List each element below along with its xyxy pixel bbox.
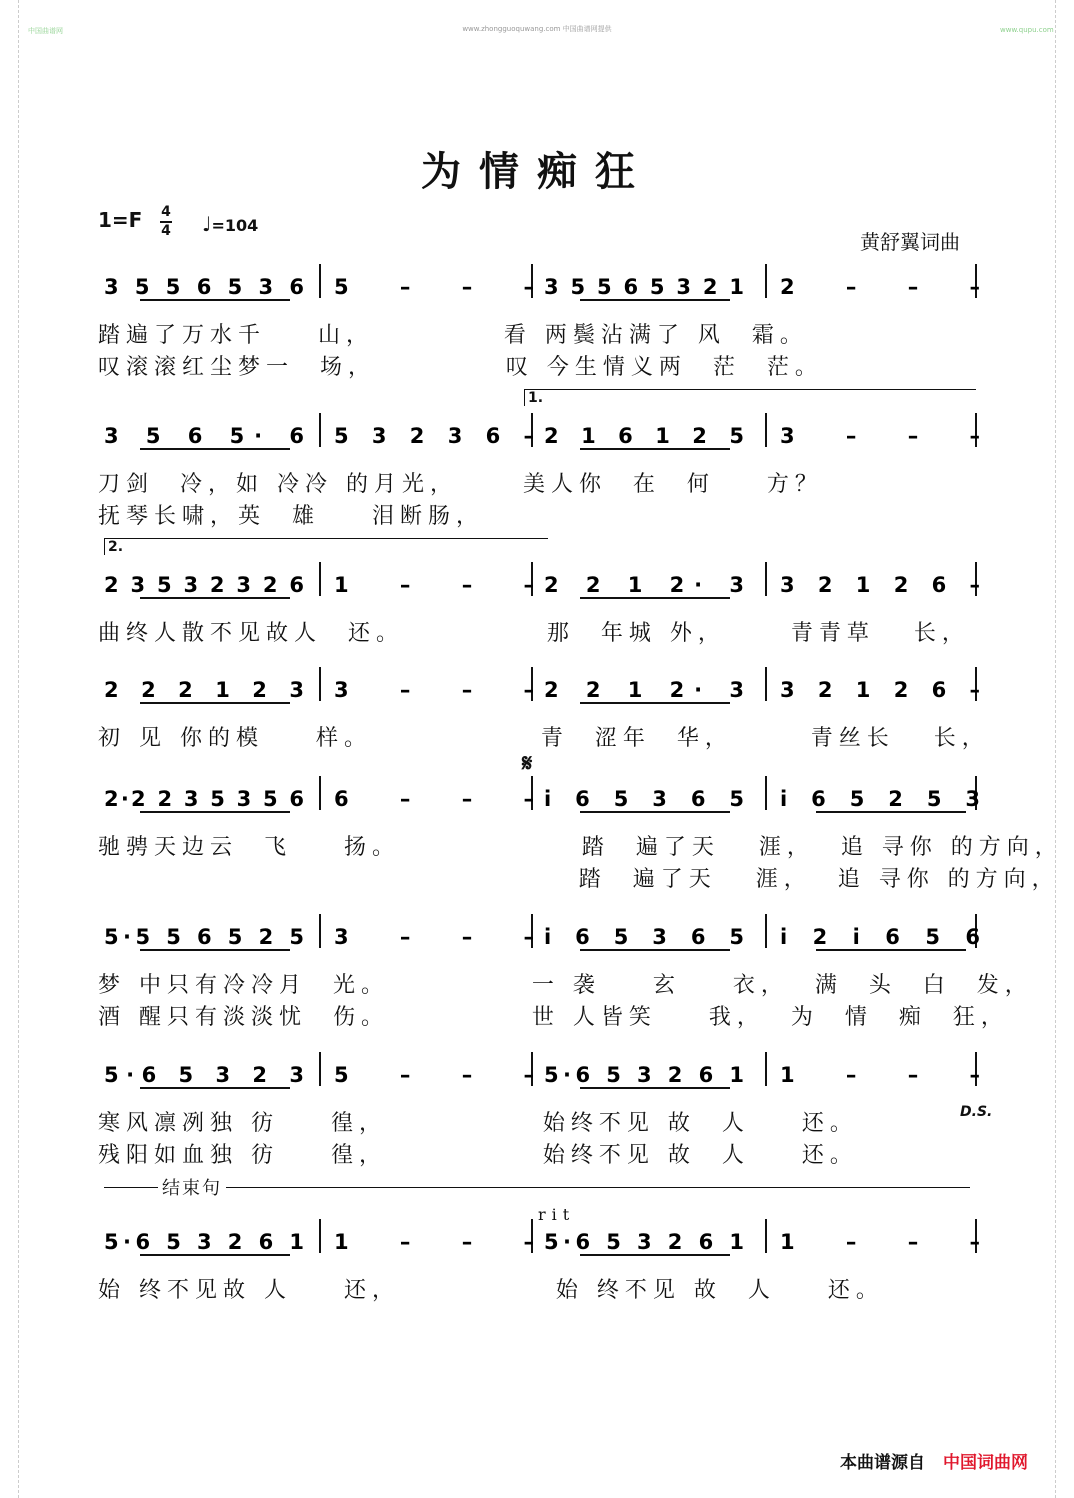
measure-notes: 5·6 5 3 2 6 1 bbox=[544, 1230, 744, 1254]
quarter-note-icon: ♩ bbox=[202, 212, 212, 236]
segno-mark: 𝄋 bbox=[522, 749, 533, 777]
measure-notes: 5·6 5 3 2 6 1 bbox=[104, 1230, 304, 1254]
lyric-line: 始 终不见故 人 还， 始 终不见 故 人 还。 bbox=[98, 1278, 884, 1303]
measure-notes: 5·6 5 3 2 6 1 bbox=[544, 1063, 744, 1087]
measure-notes: i 2 i 6 5 6 bbox=[780, 925, 980, 949]
lyric-line: 驰骋天边云 飞 扬。 踏 遍了天 涯， 追 寻你 的方向， bbox=[98, 835, 1063, 860]
measure-notes: i 6 5 3 6 5 bbox=[544, 787, 744, 811]
measure-notes: 3 – – – bbox=[780, 424, 980, 448]
rit-mark: rit bbox=[538, 1205, 576, 1224]
song-title: 为情痴狂 bbox=[421, 149, 653, 195]
measure-notes: 3 5 5 6 5 3 6 bbox=[104, 275, 304, 299]
measure-notes: 3 2 1 2 6 – bbox=[780, 573, 980, 597]
measure-notes: 2 1 6 1 2 5 bbox=[544, 424, 744, 448]
measure-notes: 2 2 1 2· 3 bbox=[544, 573, 744, 597]
measure-notes: 3 5 5 6 5 3 2 1 bbox=[544, 275, 744, 299]
key-signature: 1=F bbox=[98, 208, 143, 232]
lyric-line-2: 踏 遍了天 涯， 追 寻你 的方向， bbox=[98, 867, 1060, 892]
lyric-line-2: 抚琴长啸，英 雄 泪断肠， bbox=[98, 504, 484, 529]
measure-notes: 5 – – – bbox=[334, 275, 534, 299]
ds-mark: D.S. bbox=[960, 1104, 993, 1120]
measure-notes: 2·2 2 3 5 3 5 6 bbox=[104, 787, 304, 811]
header-left: 中国曲谱网 bbox=[28, 27, 63, 35]
measure-notes: 2 2 2 1 2 3 bbox=[104, 678, 304, 702]
measure-notes: 2 2 1 2· 3 bbox=[544, 678, 744, 702]
lyric-line: 曲终人散不见故人 还。 那 年城 外， 青青草 长， bbox=[98, 621, 970, 646]
ending-label: 结束句 bbox=[104, 1187, 970, 1214]
time-signature: 4 4 bbox=[161, 204, 171, 239]
lyric-line-2: 酒 醒只有淡淡忧 伤。 世 人皆笑 我， 为 情 痴 狂， bbox=[98, 1005, 1009, 1030]
volta-bracket: 1. bbox=[524, 389, 976, 406]
measure-notes: 3 – – – bbox=[334, 925, 534, 949]
measure-notes: 1 – – – bbox=[780, 1230, 980, 1254]
lyric-line: 刀剑 冷，如 冷冷 的月光， 美人你 在 何 方？ bbox=[98, 472, 823, 497]
lyric-line: 踏遍了万水千 山， 看 两鬓沾满了 风 霜。 bbox=[98, 323, 808, 348]
measure-notes: 1 – – – bbox=[780, 1063, 980, 1087]
measure-notes: 2 3 5 3 2 3 2 6 bbox=[104, 573, 304, 597]
measure-notes: 3 2 1 2 6 – bbox=[780, 678, 980, 702]
tempo-marking: ♩=104 bbox=[202, 212, 259, 236]
measure-notes: i 6 5 2 5 3 bbox=[780, 787, 980, 811]
measure-notes: 2 – – – bbox=[780, 275, 980, 299]
lyric-line: 初 见 你的模 样。 青 涩年 华， 青丝长 长， bbox=[98, 726, 990, 751]
measure-notes: 6 – – – bbox=[334, 787, 534, 811]
measure-notes: 1 – – – bbox=[334, 573, 534, 597]
lyric-line-2: 叹滚滚红尘梦一 场， 叹 今生情义两 茫 茫。 bbox=[98, 355, 823, 380]
lyric-line-2: 残阳如血独 彷 徨， 始终不见 故 人 还。 bbox=[98, 1143, 858, 1168]
volta-bracket: 2. bbox=[104, 538, 548, 555]
header-center: www.zhongguoquwang.com 中国曲谱网提供 bbox=[462, 25, 612, 33]
measure-notes: 5 3 2 3 6 – bbox=[334, 424, 534, 448]
footer-source: 本曲谱源自 中国词曲网 bbox=[840, 1453, 1028, 1473]
measure-notes: 5·6 5 3 2 3 bbox=[104, 1063, 304, 1087]
measure-notes: 5 – – – bbox=[334, 1063, 534, 1087]
measure-notes: 1 – – – bbox=[334, 1230, 534, 1254]
measure-notes: 3 – – – bbox=[334, 678, 534, 702]
measure-notes: i 6 5 3 6 5 bbox=[544, 925, 744, 949]
composer-credit: 黄舒翼词曲 bbox=[860, 230, 960, 254]
lyric-line: 梦 中只有冷冷月 光。 一 袭 玄 衣， 满 头 白 发， bbox=[98, 973, 1033, 998]
measure-notes: 5·5 5 6 5 2 5 bbox=[104, 925, 304, 949]
lyric-line: 寒风凛冽独 彷 徨， 始终不见 故 人 还。 bbox=[98, 1111, 858, 1136]
measure-notes: 3 5 6 5· 6 bbox=[104, 424, 304, 448]
header-right: www.qupu.com bbox=[1000, 26, 1054, 34]
